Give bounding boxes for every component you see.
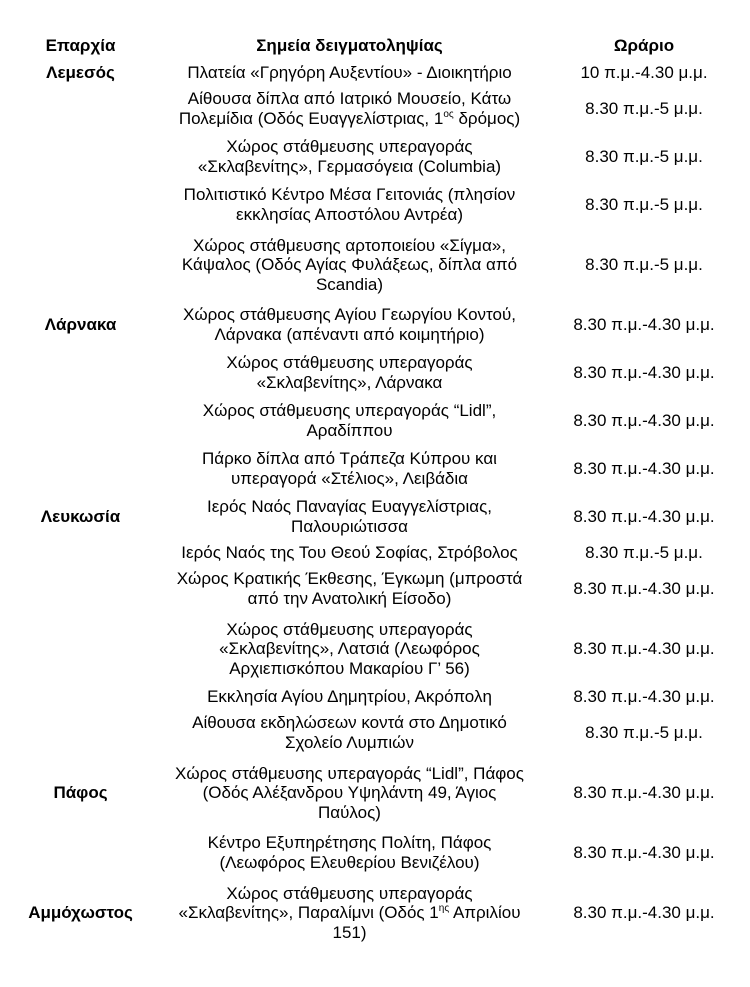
location-line: Χώρος στάθμευσης υπεραγοράς [226, 353, 473, 373]
table-row [14, 877, 736, 949]
location-line-end: δρόμος) [453, 109, 521, 128]
location-cell [147, 349, 552, 397]
location-line: Χώρος στάθμευσης αρτοποιείου «Σίγμα», [193, 235, 506, 255]
hours-cell: 8.30 π.μ.-4.30 μ.μ. [573, 315, 715, 335]
location-cell [147, 757, 552, 829]
location-line: Κέντρο Εξυπηρέτησης Πολίτη, Πάφος [207, 833, 492, 853]
district-cell: Λάρνακα [44, 315, 117, 335]
location-line: Χώρος στάθμευσης υπεραγοράς [226, 137, 473, 157]
header-hours: Ωράριο [613, 36, 675, 56]
table-header-row [14, 31, 736, 61]
district-cell [14, 133, 147, 181]
hours-cell: 8.30 π.μ.-4.30 μ.μ. [573, 411, 715, 431]
hours-cell: 8.30 π.μ.-4.30 μ.μ. [573, 687, 715, 707]
district-cell [14, 445, 147, 493]
location-line-end: Απριλίου [449, 903, 521, 923]
location-line: Χώρος Κρατικής Έκθεσης, Έγκωμη (μπροστά [176, 569, 523, 589]
hours-cell: 8.30 π.μ.-5 μ.μ. [585, 723, 703, 743]
location-line: Πολιτιστικό Κέντρο Μέσα Γειτονιάς (πλησίον [183, 185, 516, 205]
hours-cell: 8.30 π.μ.-4.30 μ.μ. [573, 579, 715, 599]
district-cell: Λεμεσός [46, 63, 115, 83]
location-cell [147, 133, 552, 181]
location-line: «Σκλαβενίτης», Λατσιά (Λεωφόρος [219, 639, 480, 659]
location-line: Πάρκο δίπλα από Τράπεζα Κύπρου και [202, 449, 497, 469]
location-line: «Σκλαβενίτης», Παραλίμνι (Οδός 1 [178, 903, 439, 923]
table-row [14, 349, 736, 397]
location-line: Αρχιεπισκόπου Μακαρίου Γ’ 56) [229, 658, 470, 678]
hours-cell: 8.30 π.μ.-5 μ.μ. [585, 99, 703, 119]
location-cell [147, 397, 552, 445]
location-line: Πλατεία «Γρηγόρη Αυξεντίου» - Διοικητήριο [187, 63, 512, 83]
location-line: από την Ανατολική Είσοδο) [247, 589, 452, 608]
table-row [14, 133, 736, 181]
table-row [14, 85, 736, 133]
location-line: Ιερός Ναός Παναγίας Ευαγγελίστριας, [207, 497, 492, 517]
hours-cell: 8.30 π.μ.-4.30 μ.μ. [573, 459, 715, 479]
hours-cell: 8.30 π.μ.-5 μ.μ. [585, 195, 703, 215]
table-body [14, 61, 736, 949]
location-line: Αίθουσα εκδηλώσεων κοντά στο Δημοτικό [192, 713, 507, 733]
location-cell [147, 565, 552, 613]
location-cell [147, 301, 552, 349]
table-row [14, 709, 736, 757]
location-line: «Σκλαβενίτης», Λάρνακα [256, 373, 443, 392]
location-cell [147, 877, 552, 949]
district-cell: Πάφος [53, 783, 108, 803]
location-cell [147, 229, 552, 301]
location-cell [147, 829, 552, 877]
location-line: Παλουριώτισσα [291, 517, 408, 536]
location-line: Παύλος) [318, 802, 381, 822]
hours-cell: 8.30 π.μ.-4.30 μ.μ. [573, 843, 715, 863]
location-line: Ιερός Ναός της Του Θεού Σοφίας, Στρόβολος [181, 543, 518, 563]
table-row [14, 829, 736, 877]
location-line: Χώρος στάθμευσης υπεραγοράς “Lidl”, [202, 401, 497, 421]
location-line: Αραδίππου [306, 421, 393, 440]
district-cell [14, 229, 147, 301]
location-line: 151) [332, 922, 367, 942]
district-cell [14, 565, 147, 613]
district-cell [14, 541, 147, 565]
header-location: Σημεία δειγματοληψίας [256, 36, 443, 56]
location-cell [147, 61, 552, 85]
hours-cell: 8.30 π.μ.-5 μ.μ. [585, 255, 703, 275]
location-line: υπεραγορά «Στέλιος», Λειβάδια [231, 469, 468, 488]
table-row [14, 685, 736, 709]
hours-cell: 8.30 π.μ.-4.30 μ.μ. [573, 903, 715, 923]
location-line: εκκλησίας Αποστόλου Αντρέα) [236, 205, 463, 224]
location-line: Scandia) [315, 274, 384, 294]
table-row [14, 613, 736, 685]
hours-cell: 8.30 π.μ.-5 μ.μ. [585, 147, 703, 167]
district-cell: Αμμόχωστος [28, 903, 133, 923]
location-line: Κάψαλος (Οδός Αγίας Φυλάξεως, δίπλα από [181, 255, 518, 275]
hours-cell: 8.30 π.μ.-4.30 μ.μ. [573, 783, 715, 803]
location-cell [147, 685, 552, 709]
location-cell [147, 709, 552, 757]
sampling-schedule-table [14, 31, 736, 949]
location-line: Χώρος στάθμευσης υπεραγοράς [226, 883, 473, 903]
location-cell [147, 445, 552, 493]
table-row [14, 181, 736, 229]
location-line: (Λεωφόρος Ελευθερίου Βενιζέλου) [219, 853, 480, 872]
district-cell [14, 829, 147, 877]
hours-cell: 10 π.μ.-4.30 μ.μ. [580, 63, 708, 83]
location-cell [147, 613, 552, 685]
district-cell [14, 85, 147, 133]
location-line: «Σκλαβενίτης», Γερμασόγεια (Columbia) [197, 157, 502, 176]
location-cell [147, 541, 552, 565]
location-line: Πολεμίδια (Οδός Ευαγγελίστριας, 1 [178, 109, 444, 128]
hours-cell: 8.30 π.μ.-4.30 μ.μ. [573, 639, 715, 659]
district-cell [14, 181, 147, 229]
location-cell [147, 493, 552, 541]
location-cell [147, 85, 552, 133]
district-cell: Λευκωσία [40, 507, 121, 527]
ordinal-superscript: ης [438, 903, 450, 915]
location-cell [147, 181, 552, 229]
hours-cell: 8.30 π.μ.-4.30 μ.μ. [573, 363, 715, 383]
table-row [14, 397, 736, 445]
header-district: Επαρχία [45, 36, 116, 56]
ordinal-superscript: ος [443, 109, 454, 120]
location-line: Λάρνακα (απέναντι από κοιμητήριο) [214, 325, 485, 344]
location-line: (Οδός Αλέξανδρου Υψηλάντη 49, Άγιος [202, 783, 497, 803]
table-row [14, 301, 736, 349]
table-row [14, 445, 736, 493]
table-row [14, 565, 736, 613]
location-line: Χώρος στάθμευσης υπεραγοράς [226, 619, 473, 639]
table-row [14, 229, 736, 301]
district-cell [14, 709, 147, 757]
hours-cell: 8.30 π.μ.-4.30 μ.μ. [573, 507, 715, 527]
location-line: Χώρος στάθμευσης Αγίου Γεωργίου Κοντού, [183, 305, 516, 325]
location-line: Εκκλησία Αγίου Δημητρίου, Ακρόπολη [207, 687, 492, 707]
table-row [14, 493, 736, 541]
district-cell [14, 613, 147, 685]
hours-cell: 8.30 π.μ.-5 μ.μ. [585, 543, 703, 563]
location-line: Σχολείο Λυμπιών [285, 733, 414, 752]
location-line: Αίθουσα δίπλα από Ιατρικό Μουσείο, Κάτω [187, 89, 512, 109]
district-cell [14, 349, 147, 397]
table-row [14, 61, 736, 85]
district-cell [14, 685, 147, 709]
table-row [14, 541, 736, 565]
district-cell [14, 397, 147, 445]
location-line: Χώρος στάθμευσης υπεραγοράς “Lidl”, Πάφος [175, 763, 524, 783]
table-row [14, 757, 736, 829]
